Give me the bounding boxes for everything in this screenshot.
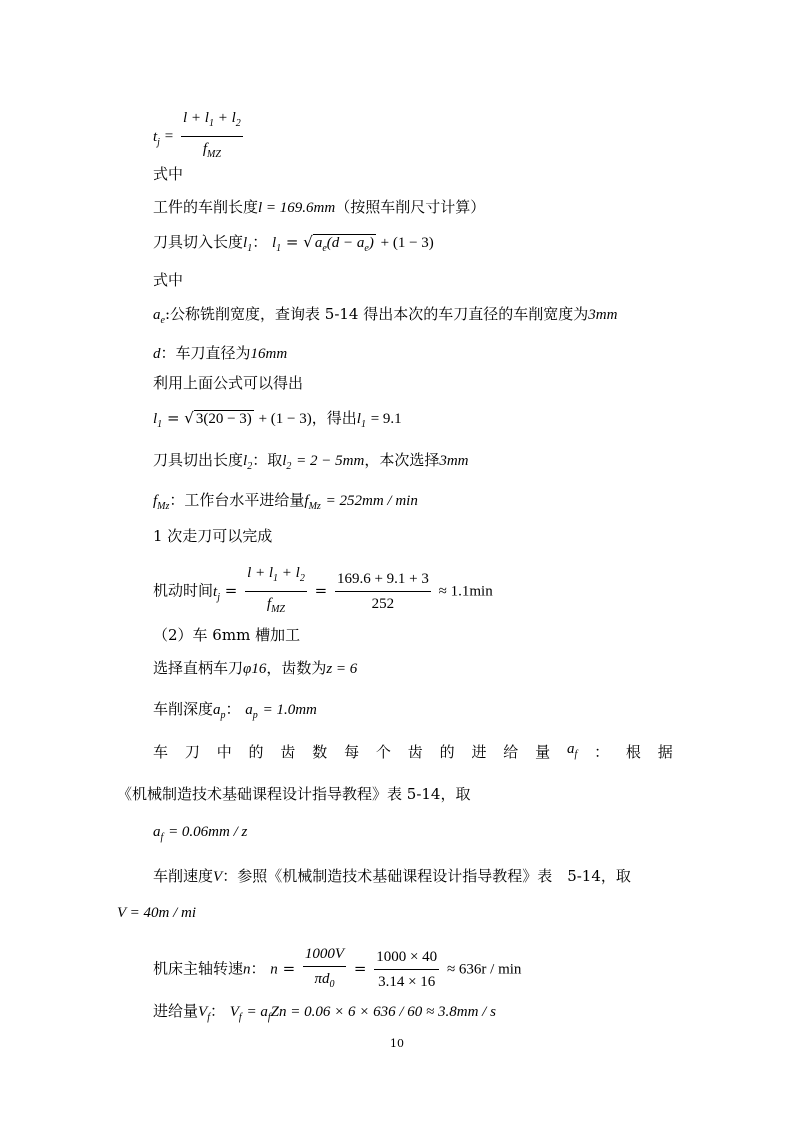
l1-calc-suffix: ，得出 <box>311 409 357 427</box>
l2-choice: 3mm <box>439 453 469 469</box>
af-value: = 0.06mm / z <box>168 824 248 840</box>
spindle-label: 机床主轴转速 <box>153 959 244 978</box>
feed-char: 量 <box>535 743 551 761</box>
feed-rate-line: 进给量$V_f$： $V_f = a_fZn = 0.06 \times 6 \times 636 / 60 \approx 3.8mm / s$ <box>153 1002 496 1023</box>
l1-result: = 9.1 <box>370 411 402 427</box>
depth-line: 车削深度$a_p$： $a_p = 1.0mm$ <box>153 700 317 721</box>
feed-char: 的 <box>248 743 264 761</box>
l1-definition-line: 刀具切入长度$l_1$： $l_1$ = √ $a_e(d - a_e) + (1 - 3)$ <box>153 233 434 254</box>
feed-char: 给 <box>503 743 519 761</box>
feedrate-label: 进给量 <box>153 1002 199 1020</box>
workpiece-length-text: 工件的车削长度 <box>153 198 259 216</box>
l2-choice-prefix: ，本次选择 <box>364 451 440 469</box>
v-value: V = 40m / mi <box>117 905 197 921</box>
feed-char: 车 <box>153 743 169 761</box>
fraction: $\frac{l + l_1 + l_2}{f_{MZ}}$ <box>182 110 241 160</box>
l2-range: = 2 − 5mm <box>296 453 365 469</box>
d-value: 16mm <box>250 346 288 362</box>
page-number: 10 <box>390 1037 404 1050</box>
l2-mid: ：取 <box>252 451 283 469</box>
feed-char: 刀 <box>184 743 200 761</box>
machining-time-label: 机动时间 <box>153 581 214 600</box>
tool-select-text: 选择直柄车刀 <box>153 659 244 677</box>
workpiece-length-line <box>153 197 485 218</box>
l1-label: 刀具切入长度 <box>153 233 244 251</box>
machining-time-numerator: 169.6 + 9.1 + 3 <box>335 569 431 592</box>
speed-label: 车削速度 <box>153 867 214 885</box>
d-description: ：车刀直径为 <box>160 344 251 362</box>
feedrate-rest: Zn = 0.06 × 6 × 636 / 60 ≈ 3.8mm / s <box>270 1004 496 1020</box>
spindle-frac2-denominator: 3.14 × 16 <box>378 974 436 990</box>
feed-reference: 《机械制造技术基础课程设计指导教程》表 5-14，取 <box>117 785 471 803</box>
fraction <box>335 569 431 614</box>
workpiece-length-note: （按照车削尺寸计算） <box>335 198 486 216</box>
speed-reference: ：参照《机械制造技术基础课程设计指导教程》表 5-14，取 <box>222 867 631 885</box>
spindle-frac1-numerator: 1000V <box>303 944 346 967</box>
workpiece-length-value: l = 169.6mm <box>258 200 336 216</box>
teeth-value: z = 6 <box>326 661 358 677</box>
spindle-frac2-numerator: 1000 × 40 <box>374 947 439 970</box>
machining-time-result: ≈ 1.1min <box>438 583 493 600</box>
depth-value: = 1.0mm <box>262 702 317 718</box>
feed-colon: ： <box>594 743 610 761</box>
feed-according: 根 <box>625 743 641 761</box>
ae-description: :公称铣削宽度，查询表 5-14 得出本次的车刀直径的车削宽度为 <box>164 305 589 323</box>
fraction: $\frac{1000V}{\pi d_0}$ <box>304 946 345 990</box>
feed-char: 中 <box>216 743 232 761</box>
ae-value: 3mm <box>588 307 618 323</box>
feed-per-tooth-line: 车 刀 中 的 齿 数 每 个 齿 的 进 给 量 $a_f$ ： 根 据 <box>153 741 673 761</box>
l2-definition-line: 刀具切出长度$l_2$：取$l_2 = 2 - 5mm$，本次选择3mm <box>153 451 469 472</box>
fraction: $\frac{l + l_1 + l_2}{f_{MZ}}$ <box>247 565 305 615</box>
ae-description-line: $a_e$:公称铣削宽度，查询表 5-14 得出本次的车刀直径的车削宽度为3mm <box>153 305 618 326</box>
feed-char: 个 <box>375 743 391 761</box>
feed-char: 每 <box>344 743 360 761</box>
section-title: （2）车 6mm 槽加工 <box>153 626 301 644</box>
label-shizhong: 式中 <box>153 271 184 289</box>
feed-char: 齿 <box>407 743 423 761</box>
feed-char: 的 <box>439 743 455 761</box>
af-value-line: $a_f = 0.06mm / z$ <box>153 824 248 843</box>
formula-tj-definition: $t_j$ = $\frac{l + l_1 + l_2}{f_{MZ}}$ <box>153 108 246 165</box>
feedrate-formula: = a <box>246 1004 268 1020</box>
machining-time-line: 机动时间$t_j$ = $\frac{l + l_1 + l_2}{f_{MZ}}$ = $\frac{169.6 + 9.1 + 3}{252}$ ≈ 1.1min <box>153 563 493 620</box>
fmz-description: ：工作台水平进给量 <box>169 491 305 509</box>
formula-intro: 利用上面公式可以得出 <box>153 374 304 392</box>
feed-char: 进 <box>471 743 487 761</box>
depth-label: 车削深度 <box>153 700 214 718</box>
d-description-line: d：车刀直径为16mm <box>153 344 288 362</box>
spindle-frac1-denominator: πd <box>314 971 330 987</box>
spindle-result: ≈ 636r / min <box>446 961 522 978</box>
pass-text: 1 次走刀可以完成 <box>153 527 273 545</box>
l2-label: 刀具切出长度 <box>153 451 244 469</box>
teeth-text: ，齿数为 <box>266 659 327 677</box>
tool-diameter: φ16 <box>243 661 267 677</box>
fmz-line: $f_{Mz}$：工作台水平进给量$f_{Mz} = 252mm / \min$ <box>153 491 418 512</box>
fraction <box>374 947 439 992</box>
tool-selection-line <box>153 658 357 679</box>
feed-according: 据 <box>657 743 673 761</box>
machining-time-denominator: 252 <box>371 596 395 612</box>
l1-calculation-line: $l_1$ = √ 3(20 − 3) + (1 − 3)，得出$l_1 = 9.1$ <box>153 409 402 430</box>
label-shizhong: 式中 <box>153 165 184 183</box>
spindle-speed-line: 机床主轴转速n： n = $\frac{1000V}{\pi d_0}$ = $\frac{1000 \times 40}{3.14 \times 16}$ ≈ 636r / min <box>153 944 521 995</box>
fmz-value: = 252mm / min <box>325 493 418 509</box>
feed-char: 数 <box>312 743 328 761</box>
feed-char: 齿 <box>280 743 296 761</box>
speed-line: 车削速度V：参照《机械制造技术基础课程设计指导教程》表 5-14，取 <box>153 867 631 885</box>
